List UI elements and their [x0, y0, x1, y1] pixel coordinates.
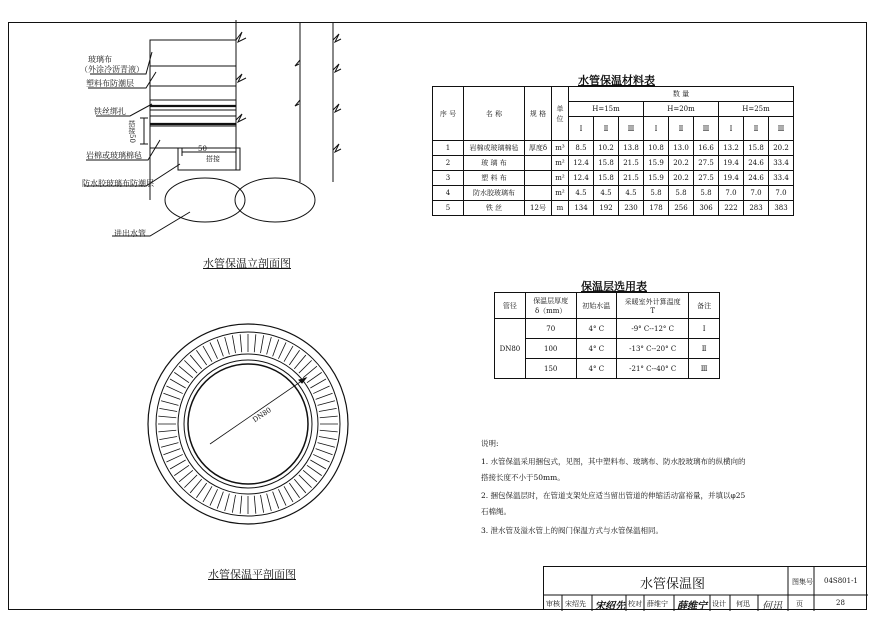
note-line: 3. 泄水管及溢水管上的阀门保温方式与水管保温相同。: [481, 526, 664, 535]
insulation-tooth: [278, 489, 286, 505]
mat-sub: Ⅲ: [769, 117, 794, 141]
mat-cell-value: 283: [744, 201, 769, 216]
rock-wool-layer: [150, 126, 236, 148]
insulation-tooth: [184, 475, 197, 488]
mat-cell-value: 19.4: [719, 171, 744, 186]
mat-cell-value: 5.8: [669, 186, 694, 201]
insulation-tooth: [217, 339, 223, 356]
mat-cell-name: 防水胶玻璃布: [464, 186, 525, 201]
mat-sub: Ⅱ: [669, 117, 694, 141]
insulation-tooth: [318, 401, 335, 406]
mat-group: H=25m: [719, 102, 794, 117]
mat-cell-unit: m: [552, 201, 569, 216]
insulation-tooth: [254, 496, 256, 514]
mat-sub: Ⅲ: [694, 117, 719, 141]
mat-cell-value: 13.2: [719, 141, 744, 156]
section-pipe-label: DN80: [251, 405, 273, 425]
insulation-tooth: [210, 342, 218, 358]
insulation-tooth: [307, 465, 322, 475]
elevation-title: 水管保温立剖面图: [203, 257, 291, 270]
mat-cell-value: 21.5: [619, 171, 644, 186]
mat-cell-value: 7.0: [719, 186, 744, 201]
insulation-tooth: [318, 443, 335, 448]
mat-row: [433, 201, 794, 216]
section-ring-drawing: [148, 324, 348, 524]
label-glass-cloth: 玻璃布: [88, 55, 112, 64]
insulation-tooth: [313, 454, 329, 462]
insulation-tooth: [161, 401, 178, 406]
mat-cell-unit: m²: [552, 171, 569, 186]
mat-cell-value: 383: [769, 201, 794, 216]
mat-cell-value: 222: [719, 201, 744, 216]
materials-table-title: 水管保温材料表: [578, 74, 655, 87]
insulation-table: [494, 292, 720, 379]
mat-cell-name: 塑 料 布: [464, 171, 525, 186]
mat-sub: Ⅱ: [744, 117, 769, 141]
checker-signature: 薛维宁: [677, 601, 707, 612]
mat-cell-no: 4: [433, 186, 464, 201]
design-label: 设计: [712, 600, 726, 608]
insulation-tooth: [313, 386, 329, 394]
insulation-tooth: [203, 486, 212, 502]
ins-cell: 70: [525, 319, 576, 339]
mat-cell-no: 2: [433, 156, 464, 171]
mat-head-no: 序 号: [433, 87, 464, 141]
mat-cell-value: 7.0: [744, 186, 769, 201]
mat-sub: Ⅲ: [619, 117, 644, 141]
insulation-tooth: [161, 443, 178, 448]
mat-head-spec: 规 格: [525, 87, 552, 141]
insulation-tooth: [294, 479, 306, 493]
insulation-tooth: [190, 355, 202, 369]
label-glass-cloth-note: （外涂冷沥青液）: [80, 65, 144, 74]
mat-cell-value: 4.5: [569, 186, 594, 201]
insulation-tooth: [196, 350, 206, 365]
mat-row: [433, 156, 794, 171]
designer-signature: 何迅: [762, 601, 782, 612]
insulation-tooth: [159, 437, 177, 440]
mat-cell-value: 20.2: [769, 141, 794, 156]
insulation-tooth: [158, 430, 176, 432]
mat-cell-unit: m²: [552, 156, 569, 171]
insulation-tooth: [273, 339, 279, 356]
insulation-tooth: [320, 430, 338, 432]
mat-cell-value: 19.4: [719, 156, 744, 171]
pipe-circle-1: [165, 178, 245, 222]
mat-cell-spec: [525, 156, 552, 171]
ins-head: 保温层厚度 δ（mm）: [525, 293, 576, 319]
insulation-tooth: [273, 492, 279, 509]
ins-cell: -13° C--20° C: [617, 339, 689, 359]
label-dim50: 50: [198, 145, 207, 153]
mat-row: [433, 186, 794, 201]
mat-cell-no: 1: [433, 141, 464, 156]
insulation-tooth: [284, 486, 293, 502]
insulation-tooth: [299, 475, 312, 488]
insulation-tooth: [320, 416, 338, 418]
note-line: 2. 捆包保温层时，在管道支架处应适当留出管道的伸缩活动富裕量，并填以φ25: [481, 491, 746, 500]
insulation-tooth: [166, 386, 182, 394]
mat-cell-value: 12.4: [569, 171, 594, 186]
insulation-tooth: [310, 460, 326, 469]
mat-cell-value: 33.4: [769, 171, 794, 186]
mat-cell-value: 13.8: [619, 141, 644, 156]
section-title: 水管保温平剖面图: [208, 568, 296, 581]
mat-cell-value: 15.9: [644, 156, 669, 171]
check-label: 校对: [628, 600, 642, 608]
atlas-no: 04S801-1: [824, 577, 858, 585]
drawing-title: 水管保温图: [640, 577, 706, 592]
mat-cell-value: 20.2: [669, 171, 694, 186]
ins-head: 采暖室外计算温度 T: [617, 293, 689, 319]
mat-cell-value: 230: [619, 201, 644, 216]
mat-sub: Ⅰ: [569, 117, 594, 141]
page-no: 28: [836, 599, 845, 607]
pipe-circle-2: [235, 178, 315, 222]
insulation-tooth: [261, 335, 264, 353]
mat-row: [433, 171, 794, 186]
insulation-tooth: [303, 366, 317, 378]
ins-cell: 4° C: [576, 339, 617, 359]
mat-cell-no: 3: [433, 171, 464, 186]
insulation-tooth: [232, 495, 235, 513]
mat-cell-unit: m³: [552, 141, 569, 156]
ins-cell: 4° C: [576, 319, 617, 339]
insulation-tooth: [240, 496, 242, 514]
insulation-tooth: [303, 470, 317, 482]
note-line: 1. 水管保温采用捆包式，见图，其中塑料布、玻璃布、防水胶玻璃布的纵横向的: [481, 457, 746, 466]
mat-cell-value: 306: [694, 201, 719, 216]
mat-cell-value: 20.2: [669, 156, 694, 171]
glass-cloth-layer: [150, 40, 236, 66]
mat-cell-value: 15.8: [594, 171, 619, 186]
label-lap: 搭接: [206, 155, 220, 163]
label-plastic-film: 塑料布防潮层: [86, 79, 134, 88]
mat-group: H=20m: [644, 102, 719, 117]
note-line: 石棉绳。: [481, 507, 511, 516]
insulation-tooth: [278, 342, 286, 358]
mat-cell-value: 24.6: [744, 171, 769, 186]
mat-sub: Ⅰ: [644, 117, 669, 141]
atlas-label: 图集号: [792, 578, 813, 586]
plastic-film-layer: [150, 66, 236, 86]
insulation-tooth: [316, 393, 333, 399]
insulation-tooth: [170, 460, 186, 469]
insulation-tooth: [310, 379, 326, 388]
mat-sub: Ⅰ: [719, 117, 744, 141]
mat-row: [433, 141, 794, 156]
insulation-tooth: [163, 449, 180, 455]
insulation-tooth: [289, 350, 299, 365]
mat-cell-value: 15.8: [594, 156, 619, 171]
label-pipe: 进出水管: [114, 229, 146, 238]
mat-cell-value: 33.4: [769, 156, 794, 171]
insulation-tooth: [174, 465, 189, 475]
ins-cell: Ⅲ: [689, 359, 720, 379]
insulation-tooth: [166, 454, 182, 462]
mat-cell-value: 256: [669, 201, 694, 216]
mat-cell-value: 7.0: [769, 186, 794, 201]
insulation-tooth: [261, 495, 264, 513]
mat-head-name: 名 称: [464, 87, 525, 141]
mat-cell-value: 15.9: [644, 171, 669, 186]
ins-cell: Ⅰ: [689, 319, 720, 339]
mat-cell-value: 178: [644, 201, 669, 216]
insulation-tooth: [225, 337, 230, 354]
mat-cell-unit: m²: [552, 186, 569, 201]
insulation-tooth: [163, 393, 180, 399]
mat-cell-value: 24.6: [744, 156, 769, 171]
mat-cell-value: 27.5: [694, 171, 719, 186]
notes-heading: 说明:: [481, 439, 499, 448]
insulation-tooth: [319, 408, 337, 411]
insulation-tooth: [294, 355, 306, 369]
label-lap-len: 搭接50: [128, 120, 136, 143]
ins-cell: -21° C--40° C: [617, 359, 689, 379]
mat-cell-value: 27.5: [694, 156, 719, 171]
review-label: 审核: [546, 600, 560, 608]
title-block: [543, 566, 867, 610]
insulation-tooth: [170, 379, 186, 388]
insulation-tooth: [267, 494, 272, 511]
insulation-tooth: [210, 489, 218, 505]
insulation-tooth: [225, 494, 230, 511]
mat-cell-name: 铁 丝: [464, 201, 525, 216]
ins-head: 备注: [689, 293, 720, 319]
insulation-tooth: [284, 346, 293, 362]
materials-table: [432, 86, 794, 216]
label-rock-wool: 岩棉或玻璃棉毡: [86, 151, 142, 160]
ins-cell: Ⅱ: [689, 339, 720, 359]
mat-cell-value: 21.5: [619, 156, 644, 171]
reviewer: 宋绍先: [565, 600, 586, 608]
insulation-tooth: [240, 334, 242, 352]
insulation-tooth: [203, 346, 212, 362]
mat-cell-value: 10.2: [594, 141, 619, 156]
mat-cell-value: 5.8: [644, 186, 669, 201]
insulation-table-title: 保温层选用表: [581, 280, 647, 293]
insulation-tooth: [232, 335, 235, 353]
insulation-tooth: [299, 360, 312, 373]
insulation-tooth: [190, 479, 202, 493]
mat-cell-value: 16.6: [694, 141, 719, 156]
label-waterproof-cloth: 防水胶玻璃布防潮层: [82, 179, 154, 188]
insulation-tooth: [307, 372, 322, 382]
insulation-tooth: [158, 416, 176, 418]
mat-cell-spec: 12号: [525, 201, 552, 216]
note-line: 搭接长度不小于50mm。: [481, 473, 565, 482]
mat-cell-value: 12.4: [569, 156, 594, 171]
checker: 薛维宁: [647, 600, 668, 608]
mat-cell-no: 5: [433, 201, 464, 216]
insulation-tooth: [179, 470, 193, 482]
mat-head-qty: 数 量: [569, 87, 794, 102]
ins-cell: 150: [525, 359, 576, 379]
insulation-tooth: [289, 483, 299, 498]
mat-cell-value: 10.8: [644, 141, 669, 156]
insulation-tooth: [267, 337, 272, 354]
mat-group: H=15m: [569, 102, 644, 117]
mat-cell-spec: 厚度δ: [525, 141, 552, 156]
insulation-tooth: [159, 408, 177, 411]
mat-cell-value: 4.5: [594, 186, 619, 201]
insulation-tooth: [319, 437, 337, 440]
insulation-tooth: [179, 366, 193, 378]
designer: 何迅: [736, 600, 750, 608]
ins-pipe: DN80: [495, 319, 526, 379]
page-label: 页: [796, 600, 803, 608]
mat-cell-spec: [525, 186, 552, 201]
ins-cell: -9° C--12° C: [617, 319, 689, 339]
mat-cell-value: 4.5: [619, 186, 644, 201]
mat-cell-value: 5.8: [694, 186, 719, 201]
insulation-tooth: [184, 360, 197, 373]
insulation-tooth: [254, 334, 256, 352]
mat-sub: Ⅱ: [594, 117, 619, 141]
mat-cell-spec: [525, 171, 552, 186]
mat-cell-value: 134: [569, 201, 594, 216]
insulation-tooth: [196, 483, 206, 498]
reviewer-signature: 宋绍先: [595, 601, 625, 612]
mat-cell-value: 13.0: [669, 141, 694, 156]
insulation-tooth: [217, 492, 223, 509]
ins-head: 初始水温: [576, 293, 617, 319]
mat-cell-value: 8.5: [569, 141, 594, 156]
ins-cell: 100: [525, 339, 576, 359]
insulation-tooth: [174, 372, 189, 382]
mat-head-unit: 单 位: [552, 87, 569, 141]
ins-cell: 4° C: [576, 359, 617, 379]
mat-cell-name: 岩棉或玻璃棉毡: [464, 141, 525, 156]
mat-cell-value: 192: [594, 201, 619, 216]
insulation-tooth: [316, 449, 333, 455]
ins-head: 管径: [495, 293, 526, 319]
label-wire-tie: 铁丝绑扎: [94, 107, 126, 116]
mat-cell-value: 15.8: [744, 141, 769, 156]
mat-cell-name: 玻 璃 布: [464, 156, 525, 171]
